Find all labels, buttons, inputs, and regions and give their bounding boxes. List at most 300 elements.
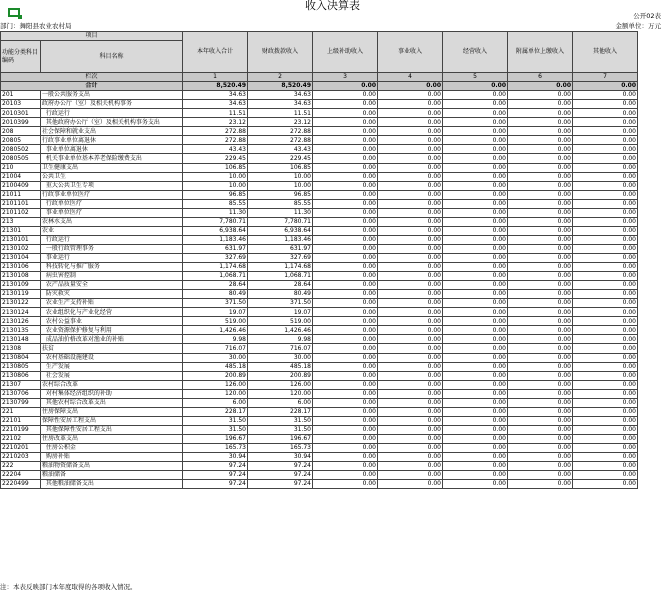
amount-cell[interactable]: 0.00 [313,416,378,425]
amount-cell[interactable]: 327.69 [248,253,313,262]
amount-cell[interactable]: 97.24 [183,480,248,489]
total-cell[interactable]: 0.00 [508,82,573,91]
amount-cell[interactable]: 1,426.46 [248,326,313,335]
amount-cell[interactable]: 0.00 [443,109,508,118]
amount-cell[interactable]: 0.00 [313,226,378,235]
amount-cell[interactable]: 0.00 [313,244,378,253]
amount-cell[interactable]: 0.00 [378,118,443,127]
code-cell[interactable]: 2220499 [1,480,41,489]
amount-cell[interactable]: 0.00 [378,471,443,480]
amount-cell[interactable]: 1,183.46 [183,235,248,244]
amount-cell[interactable]: 106.85 [248,163,313,172]
amount-cell[interactable]: 0.00 [378,308,443,317]
name-cell[interactable]: 一般公共服务支出 [41,91,183,100]
amount-cell[interactable]: 0.00 [508,335,573,344]
code-cell[interactable]: 2130106 [1,263,41,272]
amount-cell[interactable]: 0.00 [313,380,378,389]
total-cell[interactable]: 0.00 [443,82,508,91]
amount-cell[interactable]: 0.00 [508,163,573,172]
amount-cell[interactable]: 0.00 [573,244,638,253]
amount-cell[interactable]: 371.50 [248,299,313,308]
amount-cell[interactable]: 0.00 [378,462,443,471]
name-cell[interactable]: 农业资源保护修复与利用 [41,326,183,335]
code-cell[interactable]: 2130804 [1,353,41,362]
amount-cell[interactable]: 0.00 [443,172,508,181]
amount-cell[interactable]: 0.00 [313,407,378,416]
code-cell[interactable]: 2210199 [1,425,41,434]
amount-cell[interactable]: 0.00 [313,326,378,335]
amount-cell[interactable]: 0.00 [443,253,508,262]
amount-cell[interactable]: 0.00 [508,244,573,253]
amount-cell[interactable]: 0.00 [573,471,638,480]
amount-cell[interactable]: 196.67 [183,434,248,443]
amount-cell[interactable]: 0.00 [573,172,638,181]
amount-cell[interactable]: 0.00 [313,199,378,208]
amount-cell[interactable]: 0.00 [378,235,443,244]
amount-cell[interactable]: 0.00 [378,443,443,452]
amount-cell[interactable]: 327.69 [183,253,248,262]
amount-cell[interactable]: 0.00 [508,199,573,208]
amount-cell[interactable]: 0.00 [313,127,378,136]
amount-cell[interactable]: 0.00 [508,290,573,299]
amount-cell[interactable]: 0.00 [443,407,508,416]
name-cell[interactable]: 粮油物资储备支出 [41,462,183,471]
amount-cell[interactable]: 631.97 [183,244,248,253]
amount-cell[interactable]: 0.00 [573,407,638,416]
name-cell[interactable]: 农产品质量安全 [41,281,183,290]
amount-cell[interactable]: 80.49 [183,290,248,299]
amount-cell[interactable]: 0.00 [313,462,378,471]
amount-cell[interactable]: 0.00 [378,326,443,335]
amount-cell[interactable]: 0.00 [378,253,443,262]
amount-cell[interactable]: 0.00 [378,181,443,190]
code-cell[interactable]: 2130109 [1,281,41,290]
amount-cell[interactable]: 0.00 [313,145,378,154]
amount-cell[interactable]: 0.00 [508,263,573,272]
amount-cell[interactable]: 631.97 [248,244,313,253]
name-cell[interactable]: 事业单位医疗 [41,208,183,217]
amount-cell[interactable]: 0.00 [443,398,508,407]
amount-cell[interactable]: 0.00 [573,127,638,136]
amount-cell[interactable]: 0.00 [443,281,508,290]
amount-cell[interactable]: 272.88 [248,136,313,145]
amount-cell[interactable]: 0.00 [443,326,508,335]
amount-cell[interactable]: 97.24 [248,480,313,489]
amount-cell[interactable]: 0.00 [573,389,638,398]
amount-cell[interactable]: 0.00 [378,389,443,398]
amount-cell[interactable]: 19.07 [183,308,248,317]
code-cell[interactable]: 20805 [1,136,41,145]
amount-cell[interactable]: 0.00 [378,380,443,389]
code-cell[interactable]: 2130104 [1,253,41,262]
amount-cell[interactable]: 0.00 [378,416,443,425]
amount-cell[interactable]: 519.00 [248,317,313,326]
amount-cell[interactable]: 0.00 [378,480,443,489]
amount-cell[interactable]: 1,068.71 [248,272,313,281]
amount-cell[interactable]: 6,938.64 [183,226,248,235]
amount-cell[interactable]: 229.45 [248,154,313,163]
amount-cell[interactable]: 0.00 [508,453,573,462]
amount-cell[interactable]: 0.00 [313,136,378,145]
amount-cell[interactable]: 0.00 [443,480,508,489]
amount-cell[interactable]: 0.00 [443,91,508,100]
amount-cell[interactable]: 0.00 [573,136,638,145]
amount-cell[interactable]: 0.00 [573,317,638,326]
amount-cell[interactable]: 0.00 [573,434,638,443]
name-cell[interactable]: 购房补贴 [41,453,183,462]
amount-cell[interactable]: 34.63 [248,100,313,109]
code-cell[interactable]: 2130102 [1,244,41,253]
name-cell[interactable]: 农村基础设施建设 [41,353,183,362]
amount-cell[interactable]: 0.00 [573,353,638,362]
amount-cell[interactable]: 0.00 [378,335,443,344]
amount-cell[interactable]: 0.00 [508,434,573,443]
code-cell[interactable]: 20103 [1,100,41,109]
amount-cell[interactable]: 0.00 [443,127,508,136]
name-cell[interactable]: 住房公积金 [41,443,183,452]
amount-cell[interactable]: 96.85 [248,190,313,199]
amount-cell[interactable]: 0.00 [573,163,638,172]
code-cell[interactable]: 22102 [1,434,41,443]
amount-cell[interactable]: 34.63 [248,91,313,100]
name-cell[interactable]: 防灾救灾 [41,290,183,299]
code-cell[interactable]: 2130119 [1,290,41,299]
amount-cell[interactable]: 0.00 [378,208,443,217]
amount-cell[interactable]: 0.00 [443,163,508,172]
amount-cell[interactable]: 0.00 [443,190,508,199]
amount-cell[interactable]: 0.00 [313,471,378,480]
amount-cell[interactable]: 0.00 [378,163,443,172]
amount-cell[interactable]: 0.00 [313,344,378,353]
total-cell[interactable]: 0.00 [573,82,638,91]
amount-cell[interactable]: 0.00 [508,181,573,190]
amount-cell[interactable]: 31.50 [183,416,248,425]
amount-cell[interactable]: 0.00 [573,190,638,199]
amount-cell[interactable]: 0.00 [573,100,638,109]
name-cell[interactable]: 行政事业单位离退休 [41,136,183,145]
amount-cell[interactable]: 31.50 [248,416,313,425]
amount-cell[interactable]: 0.00 [378,172,443,181]
amount-cell[interactable]: 0.00 [573,299,638,308]
amount-cell[interactable]: 11.51 [248,109,313,118]
amount-cell[interactable]: 19.07 [248,308,313,317]
amount-cell[interactable]: 0.00 [443,389,508,398]
amount-cell[interactable]: 0.00 [508,109,573,118]
amount-cell[interactable]: 120.00 [248,389,313,398]
amount-cell[interactable]: 85.55 [248,199,313,208]
amount-cell[interactable]: 0.00 [313,308,378,317]
name-cell[interactable]: 保障性安居工程支出 [41,416,183,425]
amount-cell[interactable]: 0.00 [378,353,443,362]
code-cell[interactable]: 2010399 [1,118,41,127]
amount-cell[interactable]: 0.00 [313,299,378,308]
name-cell[interactable]: 农业生产支持补贴 [41,299,183,308]
amount-cell[interactable]: 0.00 [443,263,508,272]
amount-cell[interactable]: 0.00 [573,272,638,281]
code-cell[interactable]: 2130126 [1,317,41,326]
name-cell[interactable]: 卫生健康支出 [41,163,183,172]
amount-cell[interactable]: 0.00 [313,181,378,190]
amount-cell[interactable]: 0.00 [313,172,378,181]
total-cell[interactable]: 8,520.49 [183,82,248,91]
amount-cell[interactable]: 0.00 [508,136,573,145]
amount-cell[interactable]: 97.24 [248,462,313,471]
code-cell[interactable]: 21308 [1,344,41,353]
amount-cell[interactable]: 0.00 [443,380,508,389]
amount-cell[interactable]: 0.00 [313,443,378,452]
amount-cell[interactable]: 0.00 [443,235,508,244]
code-cell[interactable]: 208 [1,127,41,136]
amount-cell[interactable]: 0.00 [443,136,508,145]
amount-cell[interactable]: 0.00 [443,226,508,235]
amount-cell[interactable]: 1,426.46 [183,326,248,335]
code-cell[interactable]: 2130799 [1,398,41,407]
amount-cell[interactable]: 0.00 [443,344,508,353]
amount-cell[interactable]: 0.00 [313,398,378,407]
code-cell[interactable]: 22204 [1,471,41,480]
amount-cell[interactable]: 0.00 [313,118,378,127]
amount-cell[interactable]: 31.50 [183,425,248,434]
amount-cell[interactable]: 0.00 [313,353,378,362]
amount-cell[interactable]: 0.00 [378,425,443,434]
amount-cell[interactable]: 1,174.68 [183,263,248,272]
amount-cell[interactable]: 85.55 [183,199,248,208]
amount-cell[interactable]: 0.00 [378,344,443,353]
code-cell[interactable]: 213 [1,217,41,226]
amount-cell[interactable]: 9.98 [183,335,248,344]
amount-cell[interactable]: 228.17 [248,407,313,416]
amount-cell[interactable]: 165.73 [183,443,248,452]
amount-cell[interactable]: 6.00 [183,398,248,407]
amount-cell[interactable]: 0.00 [378,299,443,308]
amount-cell[interactable]: 0.00 [508,407,573,416]
code-cell[interactable]: 2210203 [1,453,41,462]
code-cell[interactable]: 2010301 [1,109,41,118]
amount-cell[interactable]: 0.00 [313,389,378,398]
amount-cell[interactable]: 0.00 [508,416,573,425]
amount-cell[interactable]: 10.00 [248,172,313,181]
amount-cell[interactable]: 0.00 [573,226,638,235]
code-cell[interactable]: 201 [1,91,41,100]
amount-cell[interactable]: 0.00 [573,118,638,127]
amount-cell[interactable]: 96.85 [183,190,248,199]
code-cell[interactable]: 2130122 [1,299,41,308]
code-cell[interactable]: 2130806 [1,371,41,380]
amount-cell[interactable]: 0.00 [573,443,638,452]
code-cell[interactable]: 210 [1,163,41,172]
amount-cell[interactable]: 0.00 [573,398,638,407]
amount-cell[interactable]: 0.00 [573,380,638,389]
code-cell[interactable]: 221 [1,407,41,416]
code-cell[interactable]: 2130135 [1,326,41,335]
amount-cell[interactable]: 716.07 [183,344,248,353]
code-cell[interactable]: 2130805 [1,362,41,371]
amount-cell[interactable]: 0.00 [573,290,638,299]
amount-cell[interactable]: 0.00 [508,154,573,163]
amount-cell[interactable]: 0.00 [573,416,638,425]
amount-cell[interactable]: 30.00 [248,353,313,362]
code-cell[interactable]: 2101102 [1,208,41,217]
amount-cell[interactable]: 0.00 [573,199,638,208]
amount-cell[interactable]: 0.00 [378,272,443,281]
name-cell[interactable]: 其他农村综合改革支出 [41,398,183,407]
name-cell[interactable]: 公共卫生 [41,172,183,181]
code-cell[interactable]: 21307 [1,380,41,389]
name-cell[interactable]: 农村综合改革 [41,380,183,389]
name-cell[interactable]: 粮油储备 [41,471,183,480]
amount-cell[interactable]: 0.00 [378,407,443,416]
amount-cell[interactable]: 485.18 [183,362,248,371]
amount-cell[interactable]: 0.00 [378,317,443,326]
name-cell[interactable]: 农村公益事业 [41,317,183,326]
amount-cell[interactable]: 28.64 [183,281,248,290]
amount-cell[interactable]: 0.00 [378,453,443,462]
name-cell[interactable]: 行政单位医疗 [41,199,183,208]
amount-cell[interactable]: 10.00 [183,181,248,190]
amount-cell[interactable]: 0.00 [313,154,378,163]
amount-cell[interactable]: 0.00 [313,317,378,326]
name-cell[interactable]: 社会发展 [41,371,183,380]
amount-cell[interactable]: 0.00 [313,425,378,434]
amount-cell[interactable]: 0.00 [378,127,443,136]
amount-cell[interactable]: 126.00 [248,380,313,389]
amount-cell[interactable]: 0.00 [313,190,378,199]
amount-cell[interactable]: 106.85 [183,163,248,172]
code-cell[interactable]: 21011 [1,190,41,199]
amount-cell[interactable]: 0.00 [508,100,573,109]
amount-cell[interactable]: 97.24 [183,471,248,480]
amount-cell[interactable]: 0.00 [573,308,638,317]
amount-cell[interactable]: 1,174.68 [248,263,313,272]
amount-cell[interactable]: 0.00 [508,371,573,380]
name-cell[interactable]: 机关事业单位基本养老保险缴费支出 [41,154,183,163]
amount-cell[interactable]: 0.00 [508,272,573,281]
amount-cell[interactable]: 97.24 [248,471,313,480]
amount-cell[interactable]: 120.00 [183,389,248,398]
amount-cell[interactable]: 0.00 [313,434,378,443]
amount-cell[interactable]: 272.88 [183,127,248,136]
name-cell[interactable]: 社会保障和就业支出 [41,127,183,136]
amount-cell[interactable]: 10.00 [248,181,313,190]
name-cell[interactable]: 行政运行 [41,109,183,118]
amount-cell[interactable]: 0.00 [508,380,573,389]
amount-cell[interactable]: 0.00 [573,217,638,226]
amount-cell[interactable]: 0.00 [508,208,573,217]
amount-cell[interactable]: 200.89 [248,371,313,380]
amount-cell[interactable]: 0.00 [378,217,443,226]
code-cell[interactable]: 2080505 [1,154,41,163]
amount-cell[interactable]: 7,780.71 [183,217,248,226]
code-cell[interactable]: 21004 [1,172,41,181]
code-cell[interactable]: 2130148 [1,335,41,344]
amount-cell[interactable]: 34.63 [183,100,248,109]
name-cell[interactable]: 科技转化与推广服务 [41,263,183,272]
name-cell[interactable]: 扶贫 [41,344,183,353]
amount-cell[interactable]: 0.00 [443,181,508,190]
name-cell[interactable]: 事业运行 [41,253,183,262]
amount-cell[interactable]: 0.00 [378,226,443,235]
code-cell[interactable]: 21301 [1,226,41,235]
amount-cell[interactable]: 0.00 [573,154,638,163]
amount-cell[interactable]: 0.00 [443,272,508,281]
amount-cell[interactable]: 0.00 [378,136,443,145]
amount-cell[interactable]: 0.00 [378,263,443,272]
amount-cell[interactable]: 228.17 [183,407,248,416]
amount-cell[interactable]: 0.00 [378,281,443,290]
amount-cell[interactable]: 0.00 [378,244,443,253]
amount-cell[interactable]: 0.00 [378,199,443,208]
amount-cell[interactable]: 0.00 [313,163,378,172]
amount-cell[interactable]: 11.51 [183,109,248,118]
amount-cell[interactable]: 7,780.71 [248,217,313,226]
amount-cell[interactable]: 0.00 [573,344,638,353]
code-cell[interactable]: 2080502 [1,145,41,154]
amount-cell[interactable]: 0.00 [573,235,638,244]
amount-cell[interactable]: 0.00 [508,253,573,262]
amount-cell[interactable]: 80.49 [248,290,313,299]
amount-cell[interactable]: 0.00 [378,398,443,407]
amount-cell[interactable]: 0.00 [443,362,508,371]
amount-cell[interactable]: 0.00 [508,235,573,244]
amount-cell[interactable]: 0.00 [573,109,638,118]
amount-cell[interactable]: 200.89 [183,371,248,380]
amount-cell[interactable]: 0.00 [443,244,508,253]
amount-cell[interactable]: 0.00 [443,208,508,217]
amount-cell[interactable]: 0.00 [378,290,443,299]
amount-cell[interactable]: 10.00 [183,172,248,181]
amount-cell[interactable]: 0.00 [573,362,638,371]
amount-cell[interactable]: 1,068.71 [183,272,248,281]
name-cell[interactable]: 重大公共卫生专项 [41,181,183,190]
amount-cell[interactable]: 0.00 [508,226,573,235]
amount-cell[interactable]: 0.00 [508,118,573,127]
amount-cell[interactable]: 0.00 [508,172,573,181]
amount-cell[interactable]: 0.00 [573,281,638,290]
code-cell[interactable]: 2100409 [1,181,41,190]
amount-cell[interactable]: 485.18 [248,362,313,371]
name-cell[interactable]: 住房保障支出 [41,407,183,416]
amount-cell[interactable]: 0.00 [508,190,573,199]
amount-cell[interactable]: 28.64 [248,281,313,290]
amount-cell[interactable]: 0.00 [573,208,638,217]
name-cell[interactable]: 事业单位离退休 [41,145,183,154]
amount-cell[interactable]: 34.63 [183,91,248,100]
amount-cell[interactable]: 23.12 [248,118,313,127]
amount-cell[interactable]: 229.45 [183,154,248,163]
name-cell[interactable]: 其他粮油储备支出 [41,480,183,489]
amount-cell[interactable]: 0.00 [508,471,573,480]
amount-cell[interactable]: 0.00 [443,145,508,154]
name-cell[interactable]: 生产发展 [41,362,183,371]
amount-cell[interactable]: 43.43 [248,145,313,154]
amount-cell[interactable]: 0.00 [378,100,443,109]
total-cell[interactable]: 0.00 [313,82,378,91]
name-cell[interactable]: 行政事业单位医疗 [41,190,183,199]
amount-cell[interactable]: 0.00 [573,425,638,434]
total-cell[interactable]: 0.00 [378,82,443,91]
amount-cell[interactable]: 0.00 [443,217,508,226]
amount-cell[interactable]: 0.00 [378,154,443,163]
amount-cell[interactable]: 0.00 [508,425,573,434]
amount-cell[interactable]: 0.00 [443,453,508,462]
amount-cell[interactable]: 30.94 [248,453,313,462]
amount-cell[interactable]: 0.00 [313,290,378,299]
amount-cell[interactable]: 0.00 [443,471,508,480]
amount-cell[interactable]: 0.00 [313,208,378,217]
amount-cell[interactable]: 9.98 [248,335,313,344]
total-cell[interactable]: 8,520.49 [248,82,313,91]
amount-cell[interactable]: 165.73 [248,443,313,452]
